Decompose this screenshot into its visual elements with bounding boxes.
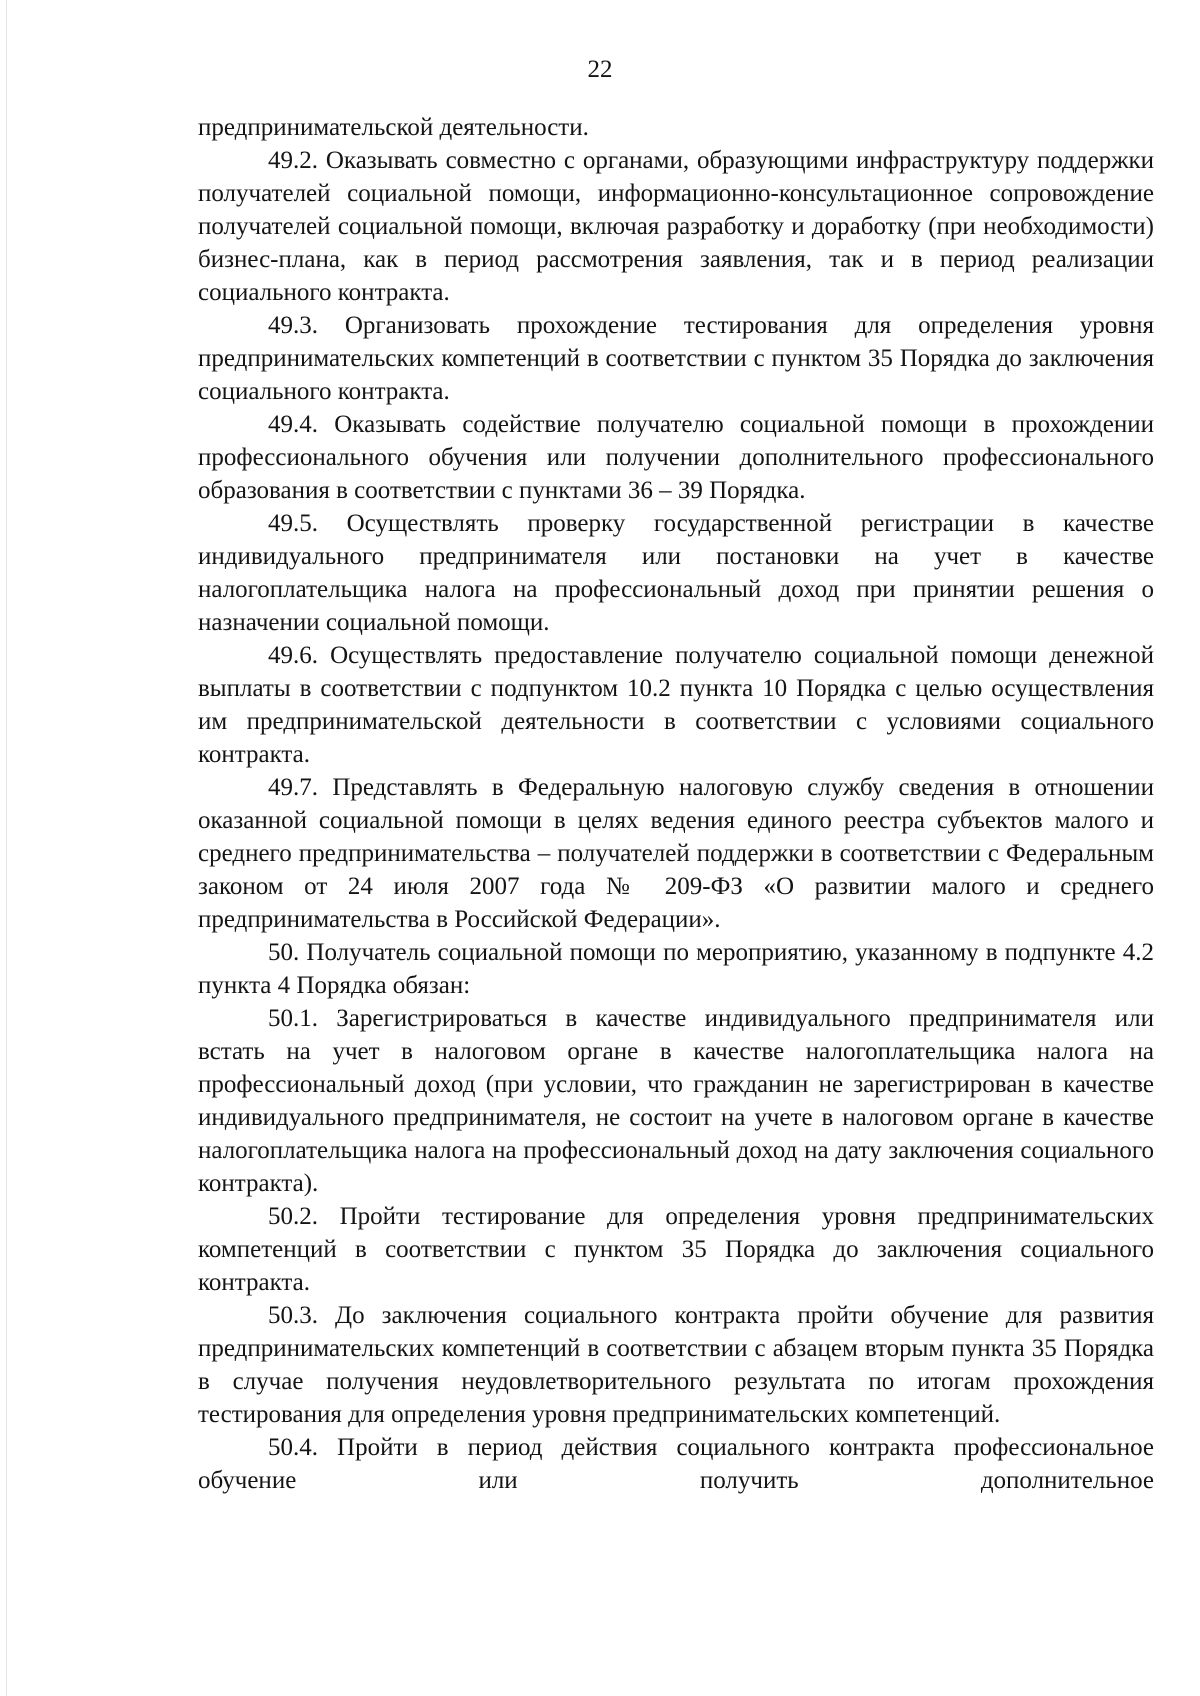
paragraph-50-2: 50.2. Пройти тестирование для определения уровня предпринимательских компетенций в соответствии с пунктом 35 Порядка до заключения социального контракта. [198,1203,1154,1296]
page-number: 22 [587,56,613,83]
scan-edge-line [6,0,7,1696]
paragraph-49-2: 49.2. Оказывать совместно с органами, образующими инфраструктуру поддержки получателей социальной помощи, информационно-консультационное сопровождение получателей социальной помощи, включая разработку и доработку (при необходимости) бизнес-плана, как в период рассмотрения заявления, так и в период реализации социального контракта. [198,147,1154,306]
paragraph-continuation: предпринимательской деятельности. [198,114,589,141]
paragraph-49-5: 49.5. Осуществлять проверку государственной регистрации в качестве индивидуального предпринимателя или постановки на учет в качестве налогоплательщика налога на профессиональный доход при принятии решения о назначении социальной помощи. [198,510,1154,636]
paragraph-49-6: 49.6. Осуществлять предоставление получателю социальной помощи денежной выплаты в соответствии с подпунктом 10.2 пункта 10 Порядка с целью осуществления им предпринимательской деятельности в соответствии с условиями социального контракта. [198,642,1154,768]
paragraph-49-3: 49.3. Организовать прохождение тестирования для определения уровня предпринимательских компетенций в соответствии с пунктом 35 Порядка до заключения социального контракта. [198,312,1154,405]
paragraph-50: 50. Получатель социальной помощи по мероприятию, указанному в подпункте 4.2 пункта 4 Порядка обязан: [198,939,1154,999]
paragraph-50-4: 50.4. Пройти в период действия социального контракта профессиональное обучение или получить дополнительное [198,1434,1154,1494]
paragraph-50-1: 50.1. Зарегистрироваться в качестве индивидуального предпринимателя или встать на учет в налоговом органе в качестве налогоплательщика налога на профессиональный доход (при условии, что гражданин не зарегистрирован в качестве индивидуального предпринимателя, не состоит на учете в налоговом органе в качестве налогоплательщика налога на профессиональный доход на дату заключения социального контракта). [198,1005,1154,1197]
paragraph-49-7: 49.7. Представлять в Федеральную налоговую службу сведения в отношении оказанной социальной помощи в целях ведения единого реестра субъектов малого и среднего предпринимательства – получателей поддержки в соответствии с Федеральным законом от 24 июля 2007 года № 209-ФЗ «О развитии малого и среднего предпринимательства в Российской Федерации». [198,774,1154,933]
paragraph-49-4: 49.4. Оказывать содействие получателю социальной помощи в прохождении профессионального обучения или получении дополнительного профессионального образования в соответствии с пунктами 36 – 39 Порядка. [198,411,1154,504]
paragraph-50-3: 50.3. До заключения социального контракта пройти обучение для развития предпринимательских компетенций в соответствии с абзацем вторым пункта 35 Порядка в случае получения неудовлетворительного результата по итогам прохождения тестирования для определения уровня предпринимательских компетенций. [198,1302,1154,1428]
document-body [198,111,1154,1497]
